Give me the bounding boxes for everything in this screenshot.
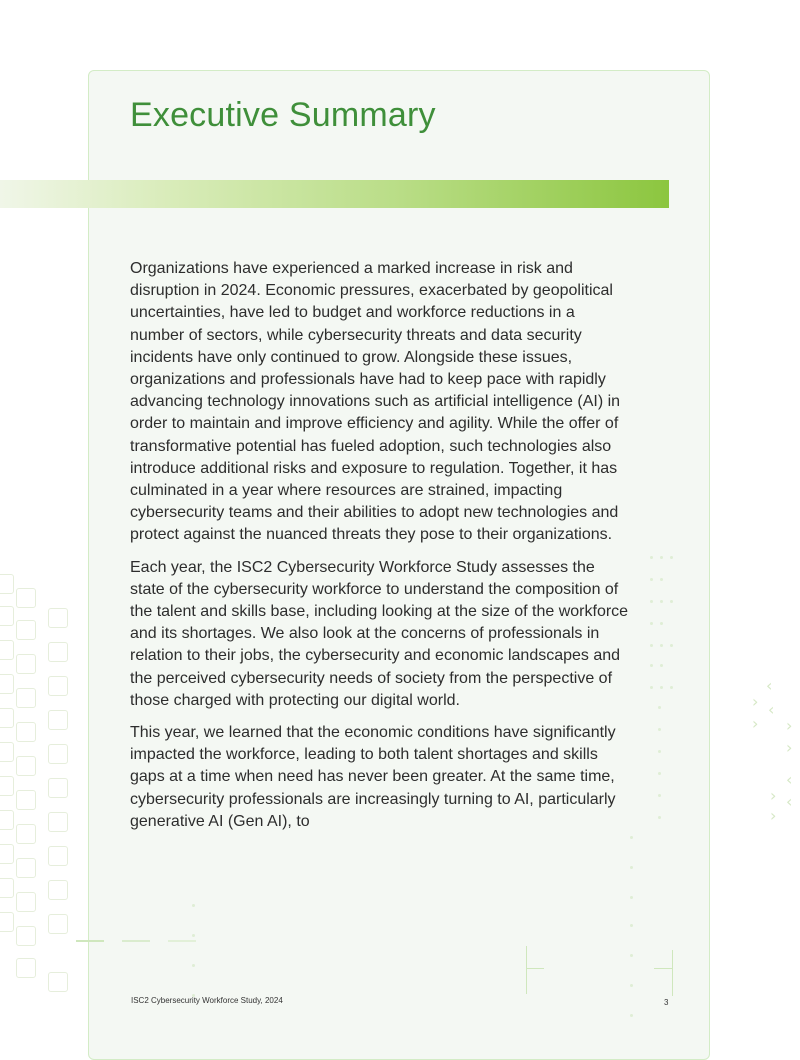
accent-gradient-bar [0, 180, 669, 208]
page-number: 3 [664, 998, 669, 1007]
paragraph-1: Organizations have experienced a marked increase in risk and disruption in 2024. Economic pressures, exacerbated by geopolitical uncertainties, have led to budget and workforce reductions in a number of sectors, while cybersecurity threats and data security incidents have only continued to grow. Alongside these issues, organizations and professionals have had to keep pace with rapidly advancing technology innovations such as artificial intelligence (AI) in order to maintain and improve efficiency and agility. While the offer of transformative potential has fueled adoption, such technologies also introduce additional risks and exposure to regulation. Together, it has culminated in a year where resources are strained, impacting cybersecurity teams and their abilities to adopt new technologies and protect against the nuanced threats they pose to their organizations. [130, 260, 621, 544]
paragraph-3: This year, we learned that the economic conditions have significantly impacted the workforce, leading to both talent shortages and skills gaps at a time when need has never been greater. At the same time, cybersecurity professionals are increasingly turning to AI, particularly generative AI (Gen AI), to [130, 724, 616, 830]
footer-source: ISC2 Cybersecurity Workforce Study, 2024 [131, 996, 283, 1005]
body-text [130, 258, 630, 843]
paragraph-2: Each year, the ISC2 Cybersecurity Workforce Study assesses the state of the cybersecurity workforce to understand the composition of the talent and skills base, including looking at the size of the workforce and its shortages. We also look at the concerns of professionals in relation to their jobs, the cybersecurity and economic landscapes and the perceived cybersecurity needs of society from the perspective of those charged with protecting our digital world. [130, 558, 629, 709]
page-title: Executive Summary [130, 96, 436, 134]
